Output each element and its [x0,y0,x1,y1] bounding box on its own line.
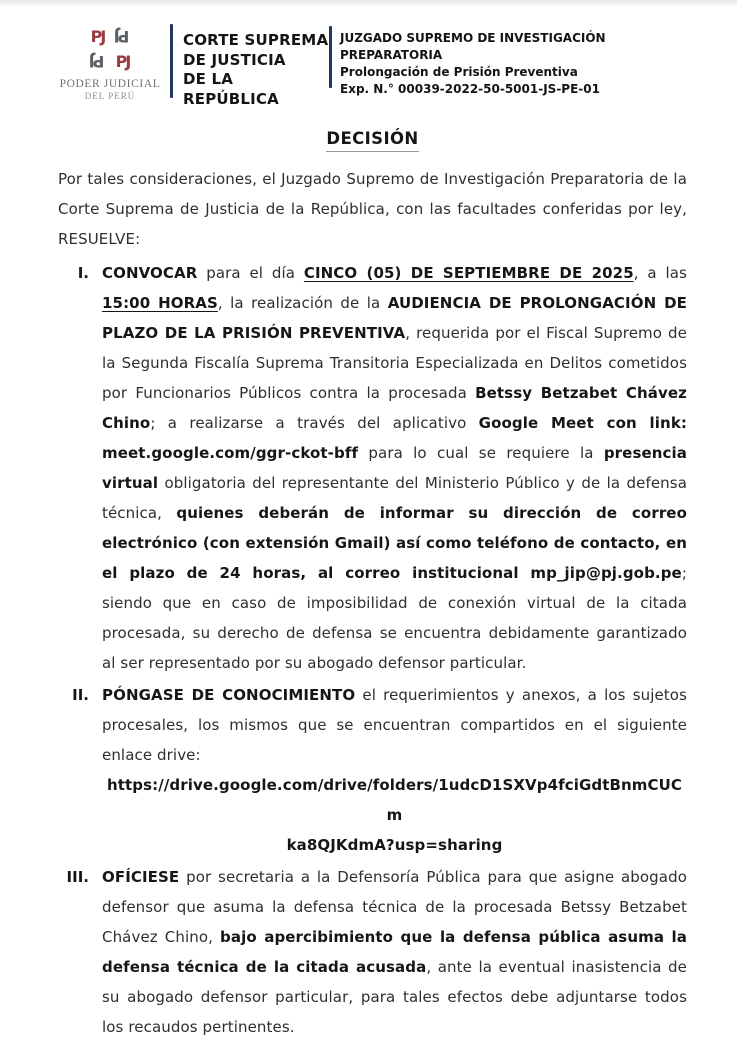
resolution-list [58,258,687,1042]
text-segment: CINCO (05) DE SEPTIEMBRE DE 2025 [303,264,634,282]
text-segment: PÓNGASE DE CONOCIMIENTO [102,686,356,704]
case-number-line: Exp. N.° 00039-2022-50-5001-JS-PE-01 [340,82,600,96]
text-segment: el requerimientos y anexos, a los sujetos procesales, los mismos que se encuentran compartidos en el siguiente enlace drive: [102,686,687,764]
text-segment: ; siendo que en caso de imposibilidad de conexión virtual de la citada procesada, su derecho de defensa se encuentra debidamente garantizado al ser representado por su abogado defensor particular. [102,564,687,672]
item-body [102,680,687,860]
resolution-item [58,680,687,860]
case-info [340,22,687,98]
text-segment: Betssy Betzabet Chávez Chino [102,384,687,432]
item-text [102,868,687,1036]
drive-link-line: https://drive.google.com/drive/folders/1udcD1SXVp4fciGdtBnmCUCm [106,776,683,824]
case-matter-line: Prolongación de Prisión Preventiva [340,65,578,79]
resolution-item [58,258,687,678]
text-segment: para lo cual se requiere la [358,444,604,462]
court-name [183,22,329,109]
text-segment: RESUELVE: [58,230,141,248]
item-numeral: II. [72,686,89,704]
resolution-item [58,862,687,1042]
text-segment: , la realización de la [217,294,388,312]
pj-block: PJ [115,52,130,71]
text-segment: , requerida por el Fiscal Supremo de la Segunda Fiscalía Suprema Transitoria Especializada en Delitos cometidos por Funcionarios Públicos contra la procesada [102,324,687,402]
text-segment: AUDIENCIA DE PROLONGACIÓN DE PLAZO DE LA PRISIÓN PREVENTIVA [102,294,687,342]
org-subname: DEL PERÚ [84,91,136,101]
item-numeral: III. [66,868,89,886]
intro-paragraph [58,164,687,254]
drive-link-line: ka8QJKdmA?usp=sharing [286,836,503,854]
pj-block: PJ [90,52,105,71]
court-name-line: DE JUSTICIA [183,50,286,69]
text-segment: , a las [633,264,687,282]
document-header [58,22,687,109]
item-text [102,686,687,764]
org-name: PODER JUDICIAL [59,78,161,90]
text-segment: , ante la eventual inasistencia de su abogado defensor particular, para tales efectos debe adjuntarse todos los recaudos pertinentes. [102,958,687,1036]
text-segment: presencia virtual [102,444,687,492]
text-segment: quienes deberán de informar su dirección de correo electrónico (con extensión Gmail) así como teléfono de contacto, en el plazo de 24 horas, al correo institucional mp_jip@pj.gob.pe [102,504,687,582]
text-segment: bajo apercibimiento que la defensa pública asuma la defensa técnica de la citada acusada [102,928,687,976]
header-divider [170,24,173,98]
item-body [102,258,687,678]
text-segment: ; a realizarse a través del aplicativo [150,414,479,432]
drive-link [102,770,687,860]
item-numeral: I. [77,264,89,282]
text-segment: para el día [197,264,304,282]
text-segment: por secretaria a la Defensoría Pública para que asigne abogado defensor que asuma la defensa técnica de la procesada Betssy Betzabet Chávez Chino, [102,868,687,946]
decision-title: DECISIÓN [326,129,418,152]
item-body [102,862,687,1042]
court-name-line: DE LA REPÚBLICA [183,70,279,108]
case-court-line: JUZGADO SUPREMO DE INVESTIGACIÓN PREPARATORIA [340,31,606,62]
text-segment: obligatoria del representante del Ministerio Público y de la defensa técnica, [102,474,687,522]
header-divider [329,26,332,88]
title-wrap [58,129,687,152]
court-name-line: CORTE SUPREMA [183,31,329,49]
pj-monogram-icon [85,24,135,74]
item-text [102,264,687,672]
poder-judicial-logo [58,22,162,101]
text-segment: 15:00 HORAS [102,294,218,312]
text-segment: Por tales consideraciones, el Juzgado Supremo de Investigación Preparatoria de la Corte Suprema de Justicia de la República, con las facultades conferidas por ley, [58,170,687,218]
text-segment: CONVOCAR [102,264,198,282]
pj-block: PJ [115,27,130,46]
text-segment: Google Meet con link: meet.google.com/ggr-ckot-bff [102,414,687,462]
text-segment: OFÍCIESE [102,868,180,886]
pj-block: PJ [90,27,105,46]
